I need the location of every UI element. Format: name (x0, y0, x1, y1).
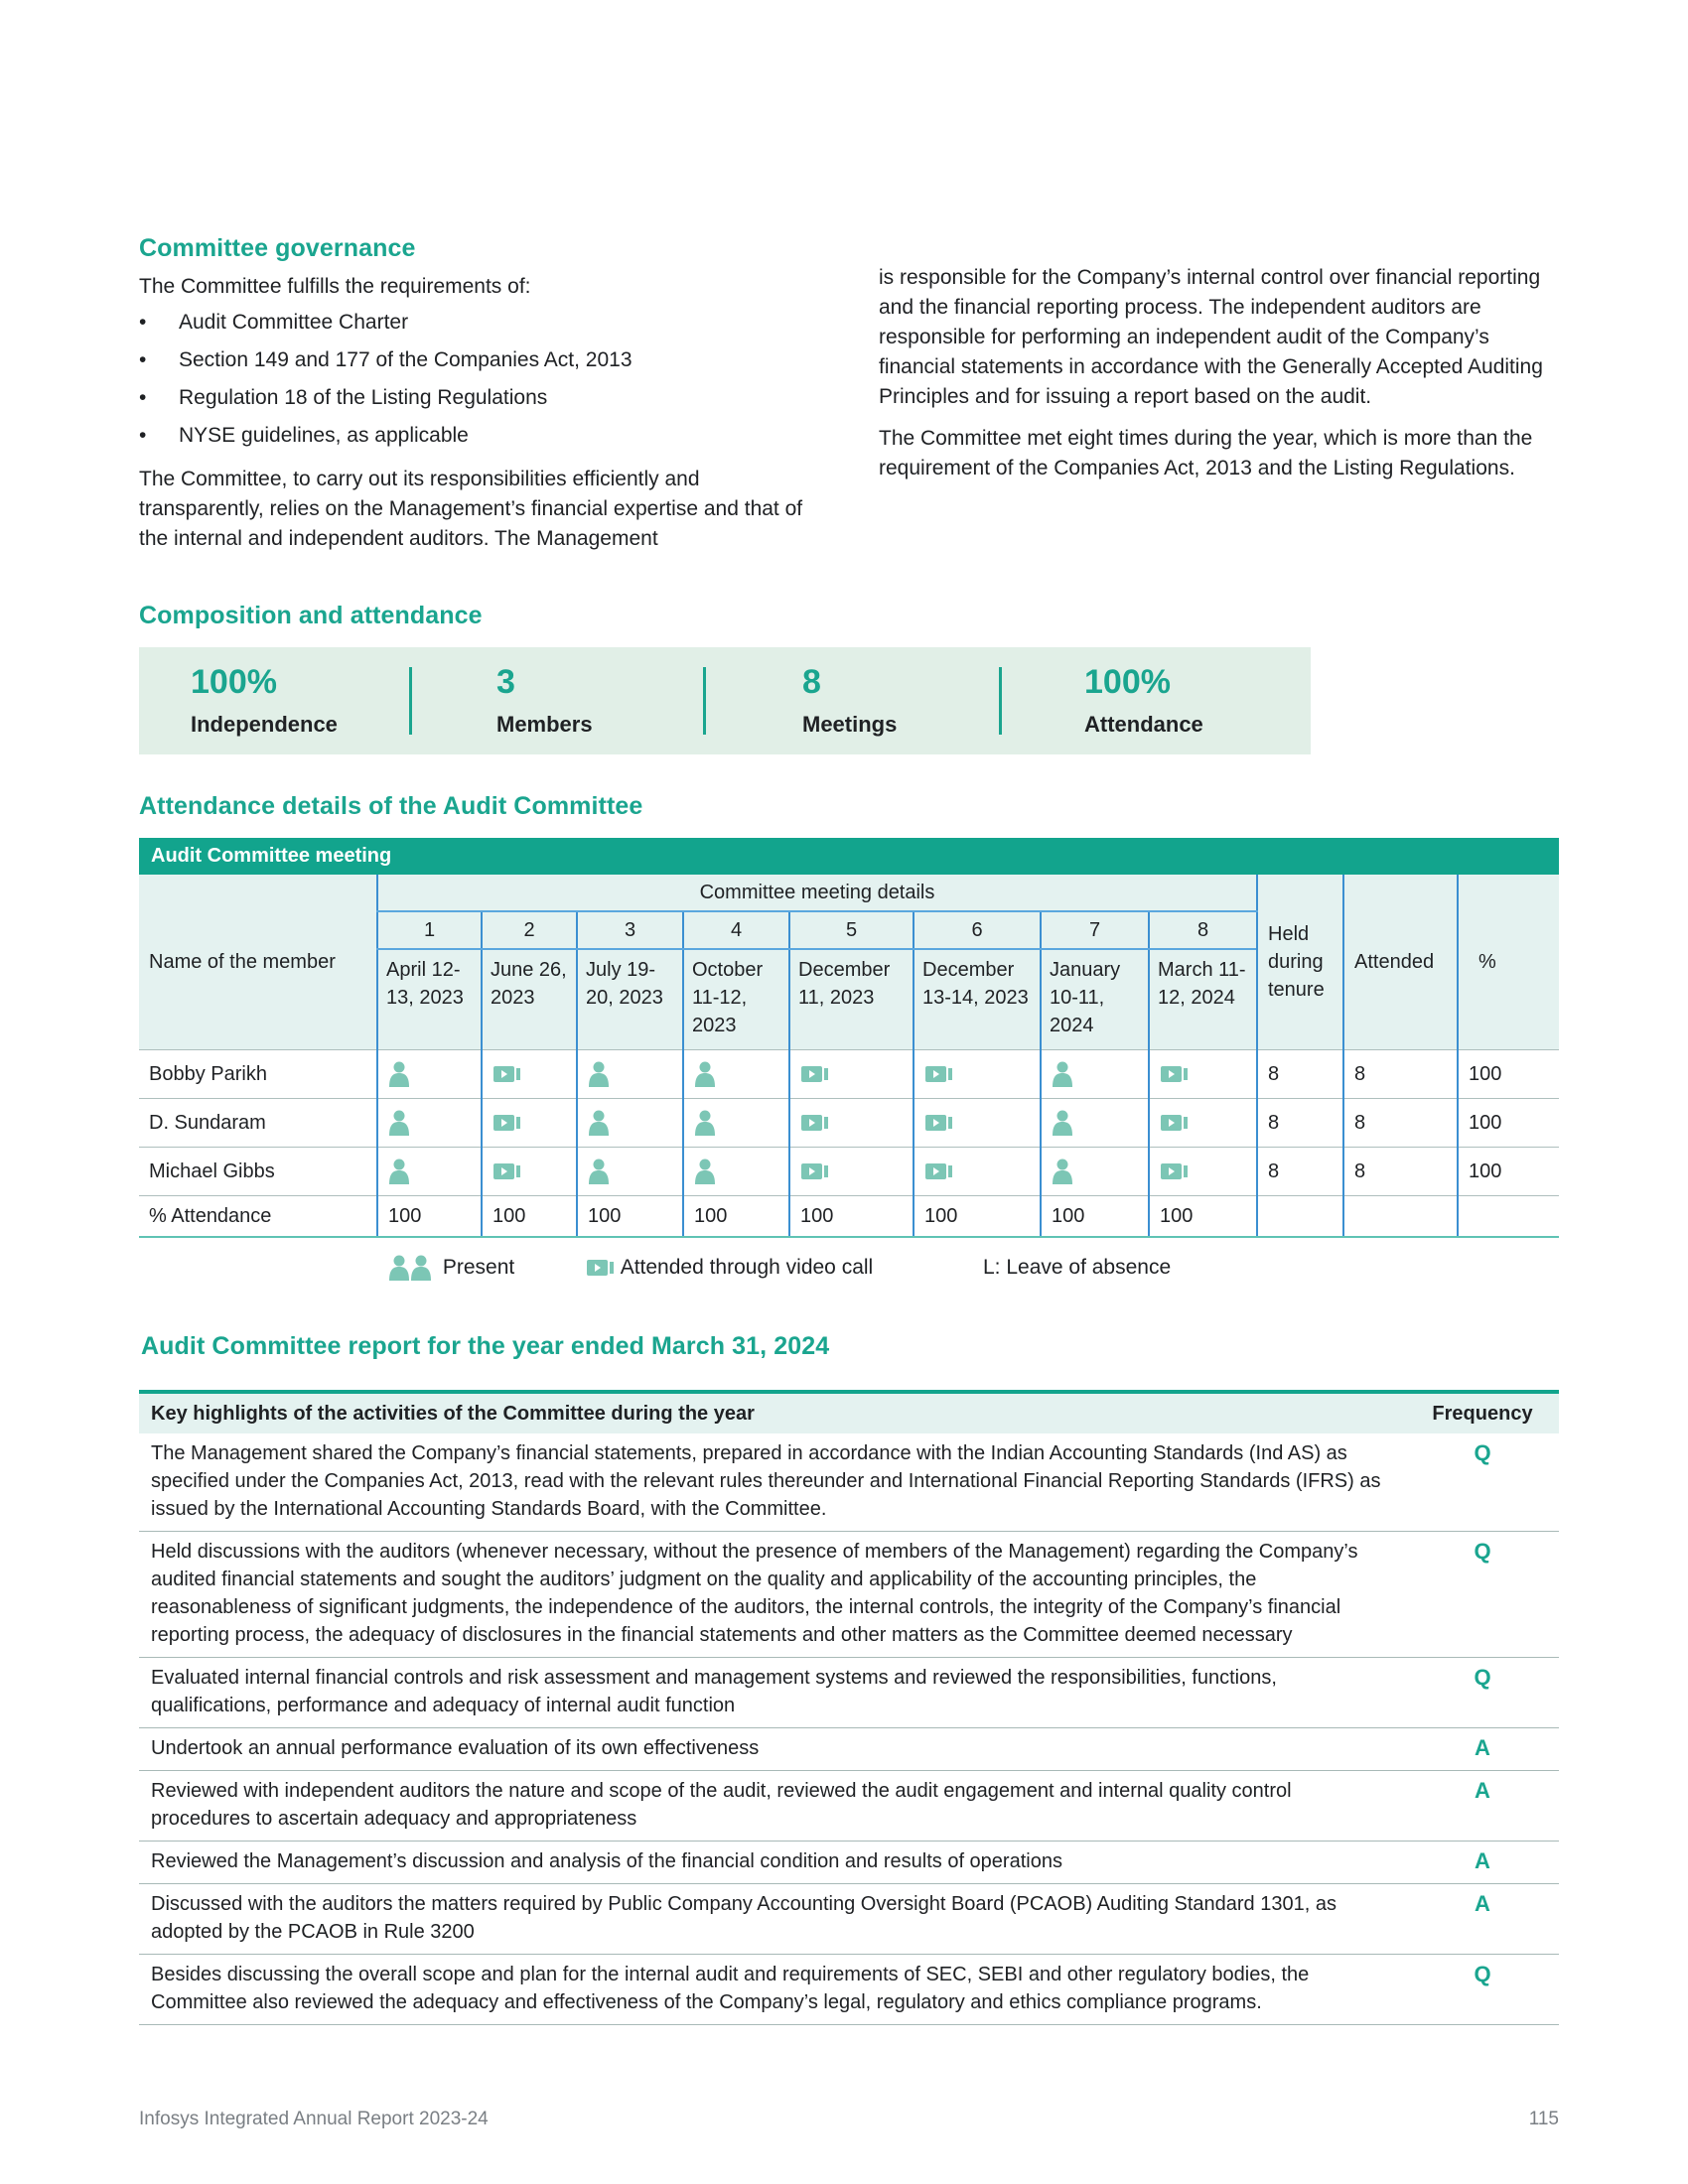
table-row (139, 1099, 1559, 1148)
meeting-date: June 26, 2023 (482, 949, 577, 1050)
member-name: Michael Gibbs (139, 1148, 377, 1196)
stat-label: Independence (191, 712, 338, 737)
video-call-icon (924, 1161, 954, 1181)
meeting-date: March 11-12, 2024 (1149, 949, 1257, 1050)
list-item (139, 308, 824, 345)
frequency-value: Q (1406, 1433, 1559, 1532)
attendance-mark (377, 1099, 482, 1148)
held-count: 8 (1257, 1148, 1343, 1196)
meeting-date: January 10-11, 2024 (1041, 949, 1149, 1050)
governance-intro: The Committee fulfills the requirements of: (139, 275, 531, 298)
meeting-attendance-percent: 100 (683, 1196, 789, 1238)
stat-attendance (1084, 659, 1203, 741)
footer-page-number: 115 (1528, 2109, 1559, 2129)
legend-present (387, 1253, 514, 1283)
table-row (139, 1148, 1559, 1196)
meeting-number: 1 (377, 911, 482, 949)
attendance-mark (577, 1050, 683, 1099)
frequency-value: A (1406, 1728, 1559, 1771)
attendance-mark (482, 1050, 577, 1099)
activity-text: Evaluated internal financial controls and risk assessment and management systems and reviewed the responsibilities, functions, qualifications, performance and adequacy of internal audit function (139, 1658, 1406, 1728)
stat-label: Meetings (802, 712, 898, 737)
meeting-attendance-percent: 100 (1041, 1196, 1149, 1238)
governance-paragraph-right-1: is responsible for the Company’s internal control over financial reporting and the financial reporting process. The independent auditors are responsible for performing an independent audit of the Company’s financial statements in accordance with the Generally Accepted Auditing Principles and for issuing a report based on the audit. (879, 266, 1543, 408)
activity-text: Held discussions with the auditors (whenever necessary, without the presence of members of the Management) regarding the Company’s audited financial statements and sought the auditors’ judgment on the quality and applicability of the accounting principles, the reasonableness of significant judgments, the independence of the auditors, the internal controls, the integrity of the Company’s financial reporting process, the adequacy of disclosures in the financial statements and other matters as the Committee deemed necessary (139, 1532, 1406, 1658)
attended-count: 8 (1343, 1050, 1458, 1099)
legend-leave (983, 1253, 1171, 1283)
activity-text: Undertook an annual performance evaluation of its own effectiveness (139, 1728, 1406, 1771)
meeting-date: July 19-20, 2023 (577, 949, 683, 1050)
legend-leave-label: L: Leave of absence (983, 1256, 1172, 1279)
attendance-mark (914, 1050, 1041, 1099)
attendance-mark (1149, 1050, 1257, 1099)
report-table (139, 1390, 1559, 2025)
video-call-icon (800, 1064, 830, 1084)
attendance-caption: Audit Committee meeting (139, 838, 1559, 875)
meeting-number: 6 (914, 911, 1041, 949)
attendance-mark (683, 1099, 789, 1148)
table-row (139, 1532, 1559, 1658)
frequency-column-header: Frequency (1406, 1392, 1559, 1433)
attended-header: Attended (1343, 875, 1458, 1050)
percent-header: % (1458, 875, 1559, 1050)
meeting-number: 7 (1041, 911, 1149, 949)
meeting-date: October 11-12, 2023 (683, 949, 789, 1050)
present-icon (588, 1060, 610, 1088)
stat-label: Attendance (1084, 712, 1203, 737)
governance-right-column (879, 263, 1549, 495)
bullet-icon: • (139, 424, 147, 447)
table-row (139, 1433, 1559, 1532)
percent-attendance-label: % Attendance (139, 1196, 377, 1238)
legend-video-label: Attended through video call (620, 1256, 874, 1279)
list-item (139, 345, 824, 383)
attendance-mark (914, 1099, 1041, 1148)
bullet-icon: • (139, 348, 147, 371)
present-icon (388, 1109, 410, 1137)
video-call-icon (1160, 1161, 1190, 1181)
present-icon (388, 1158, 410, 1185)
table-row (139, 1955, 1559, 2025)
table-row (139, 1728, 1559, 1771)
table-row (139, 1658, 1559, 1728)
bullet-text: Regulation 18 of the Listing Regulations (179, 386, 548, 409)
present-icon (694, 1158, 716, 1185)
table-row (139, 1050, 1559, 1099)
attendance-mark (789, 1050, 914, 1099)
held-count: 8 (1257, 1099, 1343, 1148)
present-icon (694, 1109, 716, 1137)
governance-paragraph-right-2: The Committee met eight times during the year, which is more than the requirement of the Companies Act, 2013 and the Listing Regulations. (879, 427, 1533, 479)
attendance-mark (683, 1148, 789, 1196)
composition-stats-band (139, 647, 1311, 754)
activity-text: Besides discussing the overall scope and plan for the internal audit and requirements of SEC, SEBI and other regulatory bodies, the Committee also reviewed the adequacy and effectiveness of the Company’s legal, regulatory and ethics compliance programs. (139, 1955, 1406, 2025)
video-call-icon (492, 1064, 522, 1084)
present-icon (1052, 1109, 1073, 1137)
meeting-attendance-percent: 100 (789, 1196, 914, 1238)
bullet-text: NYSE guidelines, as applicable (179, 424, 469, 447)
attended-count: 8 (1343, 1099, 1458, 1148)
present-icon (1052, 1060, 1073, 1088)
meeting-date: December 11, 2023 (789, 949, 914, 1050)
attendance-mark (789, 1099, 914, 1148)
attendance-table (139, 838, 1559, 1238)
attendance-mark (914, 1148, 1041, 1196)
list-item (139, 421, 824, 459)
held-header: Held during tenure (1257, 875, 1343, 1050)
attendance-percent: 100 (1458, 1148, 1559, 1196)
stat-divider (703, 667, 706, 735)
activity-text: Discussed with the auditors the matters required by Public Company Accounting Oversight Board (PCAOB) Auditing Standard 1301, as adopted by the PCAOB in Rule 3200 (139, 1884, 1406, 1955)
report-title: Audit Committee report for the year ended March 31, 2024 (141, 1332, 830, 1360)
stat-meetings (802, 659, 897, 741)
governance-title: Committee governance (139, 234, 416, 262)
legend-present-label: Present (442, 1256, 515, 1279)
stat-value: 8 (802, 663, 821, 701)
stat-divider (999, 667, 1002, 735)
attendance-mark (1041, 1050, 1149, 1099)
attendance-percent: 100 (1458, 1050, 1559, 1099)
bullet-text: Section 149 and 177 of the Companies Act, 2013 (179, 348, 633, 371)
member-name: D. Sundaram (139, 1099, 377, 1148)
stat-value: 3 (496, 663, 515, 701)
video-call-icon (800, 1161, 830, 1181)
empty-cell (1343, 1196, 1458, 1238)
meeting-details-header: Committee meeting details (377, 875, 1257, 911)
activity-column-header: Key highlights of the activities of the Committee during the year (139, 1392, 1406, 1433)
attendance-mark (577, 1148, 683, 1196)
frequency-value: A (1406, 1771, 1559, 1842)
table-row (139, 1884, 1559, 1955)
attendance-mark (377, 1148, 482, 1196)
video-call-icon (586, 1258, 616, 1278)
frequency-value: A (1406, 1842, 1559, 1884)
activity-text: The Management shared the Company’s financial statements, prepared in accordance with the Indian Accounting Standards (Ind AS) as specified under the Companies Act, 2013, read with the relevant rules thereunder and International Financial Reporting Standards (IFRS) as issued by the International Accounting Standards Board, with the Committee. (139, 1433, 1406, 1532)
stat-value: 100% (191, 663, 277, 701)
present-icon (694, 1060, 716, 1088)
meeting-date: April 12-13, 2023 (377, 949, 482, 1050)
attendance-mark (1149, 1148, 1257, 1196)
attendance-mark (482, 1148, 577, 1196)
video-call-icon (924, 1113, 954, 1133)
member-name: Bobby Parikh (139, 1050, 377, 1099)
table-row (139, 1196, 1559, 1238)
frequency-value: A (1406, 1884, 1559, 1955)
meeting-attendance-percent: 100 (1149, 1196, 1257, 1238)
video-call-icon (492, 1161, 522, 1181)
frequency-value: Q (1406, 1532, 1559, 1658)
meeting-attendance-percent: 100 (482, 1196, 577, 1238)
meeting-attendance-percent: 100 (577, 1196, 683, 1238)
stat-divider (409, 667, 412, 735)
meeting-number: 8 (1149, 911, 1257, 949)
attendance-mark (1041, 1099, 1149, 1148)
held-count: 8 (1257, 1050, 1343, 1099)
present-icon (388, 1060, 410, 1088)
empty-cell (1458, 1196, 1559, 1238)
meeting-attendance-percent: 100 (377, 1196, 482, 1238)
member-name-header: Name of the member (139, 875, 377, 1050)
attended-count: 8 (1343, 1148, 1458, 1196)
activity-text: Reviewed with independent auditors the nature and scope of the audit, reviewed the audit engagement and internal quality control procedures to ascertain adequacy and appropriateness (139, 1771, 1406, 1842)
meeting-number: 5 (789, 911, 914, 949)
attendance-mark (1041, 1148, 1149, 1196)
attendance-mark (577, 1099, 683, 1148)
meeting-date: December 13-14, 2023 (914, 949, 1041, 1050)
governance-bullet-list (139, 308, 824, 459)
present-icon (1052, 1158, 1073, 1185)
empty-cell (1257, 1196, 1343, 1238)
meeting-number: 3 (577, 911, 683, 949)
attendance-percent: 100 (1458, 1099, 1559, 1148)
video-call-icon (1160, 1113, 1190, 1133)
video-call-icon (1160, 1064, 1190, 1084)
meeting-number: 2 (482, 911, 577, 949)
bullet-icon: • (139, 311, 147, 334)
activity-text: Reviewed the Management’s discussion and analysis of the financial condition and results of operations (139, 1842, 1406, 1884)
meeting-attendance-percent: 100 (914, 1196, 1041, 1238)
stat-value: 100% (1084, 663, 1171, 701)
stat-independence (191, 659, 338, 741)
video-call-icon (924, 1064, 954, 1084)
attendance-mark (482, 1099, 577, 1148)
attendance-mark (789, 1148, 914, 1196)
composition-title: Composition and attendance (139, 602, 483, 629)
table-row (139, 1771, 1559, 1842)
attendance-mark (377, 1050, 482, 1099)
governance-left-column (139, 272, 824, 554)
frequency-value: Q (1406, 1658, 1559, 1728)
list-item (139, 383, 824, 421)
bullet-icon: • (139, 386, 147, 409)
governance-paragraph-left: The Committee, to carry out its responsibilities efficiently and transparently, relies on the Management’s financial expertise and that of the internal and independent auditors. The Management (139, 468, 803, 550)
present-icon (588, 1158, 610, 1185)
video-call-icon (800, 1113, 830, 1133)
footer-report-name: Infosys Integrated Annual Report 2023-24 (139, 2109, 489, 2129)
meeting-number: 4 (683, 911, 789, 949)
present-icon (588, 1109, 610, 1137)
attendance-mark (683, 1050, 789, 1099)
attendance-title: Attendance details of the Audit Committee (139, 792, 643, 820)
table-row (139, 1842, 1559, 1884)
frequency-value: Q (1406, 1955, 1559, 2025)
present-icon (387, 1254, 437, 1282)
attendance-mark (1149, 1099, 1257, 1148)
stat-label: Members (496, 712, 593, 737)
stat-members (496, 659, 593, 741)
bullet-text: Audit Committee Charter (179, 311, 409, 334)
video-call-icon (492, 1113, 522, 1133)
legend-video (586, 1253, 873, 1283)
